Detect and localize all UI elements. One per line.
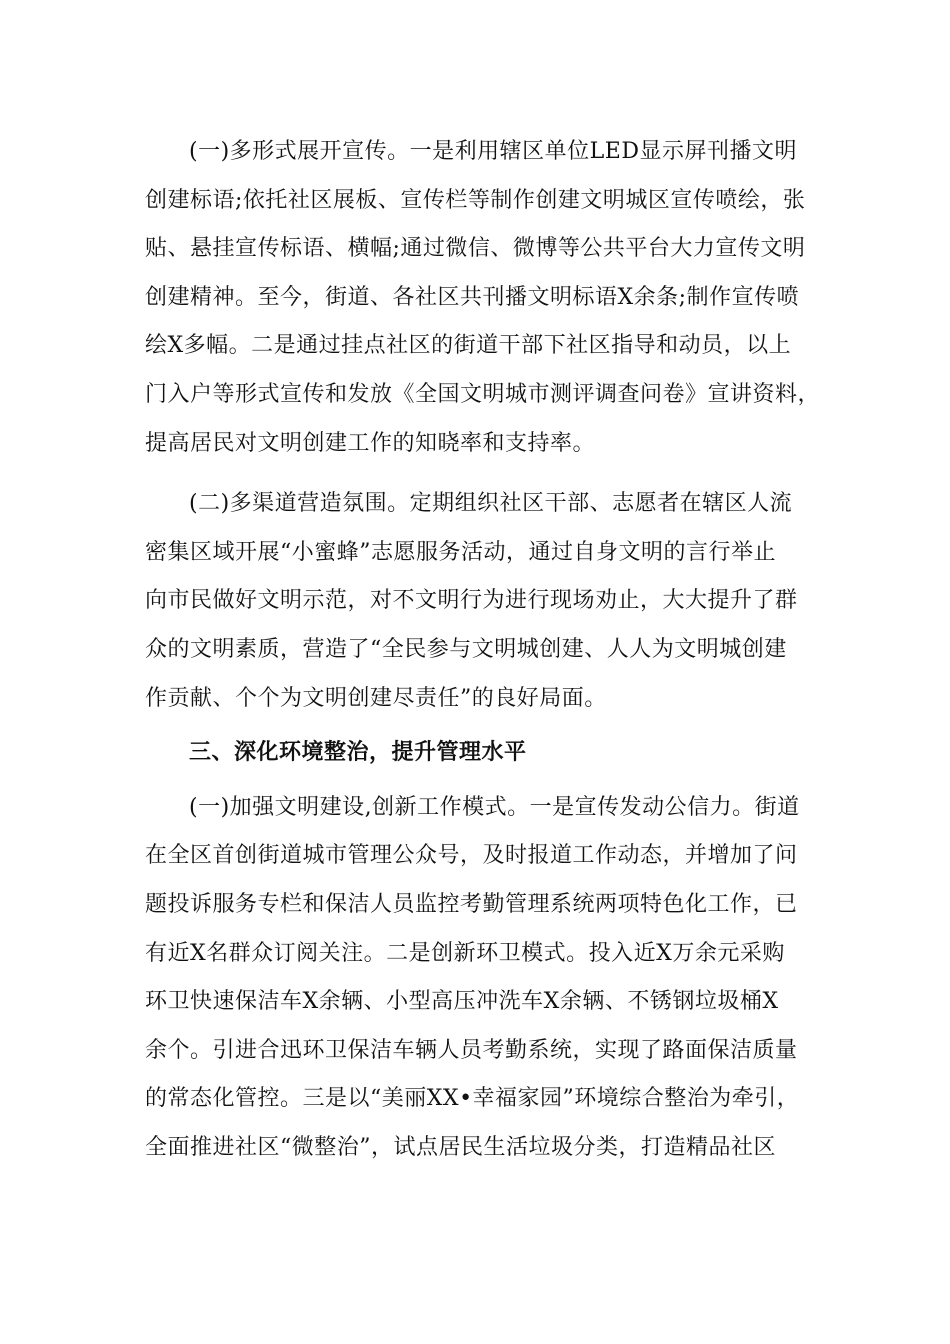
text-line: 贴、悬挂宣传标语、横幅;通过微信、微博等公共平台大力宣传文明: [145, 236, 806, 262]
text-line: 向市民做好文明示范，对不文明行为进行现场劝止，大大提升了群: [145, 588, 798, 614]
text-line: 环卫快速保洁车X余辆、小型高压冲洗车X余辆、不锈钢垃圾桶X: [145, 989, 779, 1015]
paragraph-publicity: [145, 128, 821, 468]
text-line: (一)多形式展开宣传。一是利用辖区单位LED显示屏刊播文明: [189, 139, 797, 164]
text-line: 密集区域开展“小蜜蜂”志愿服务活动，通过自身文明的言行举止: [145, 539, 776, 565]
text-line: 创建标语;依托社区展板、宣传栏等制作创建文明城区宣传喷绘，张: [145, 187, 806, 213]
paragraph-atmosphere: [145, 480, 805, 723]
text-line: 在全区首创街道城市管理公众号，及时报道工作动态，并增加了问: [145, 843, 798, 869]
paragraph-civilization-building: [145, 784, 805, 1173]
document-body: [145, 128, 821, 1172]
text-line: 提高居民对文明创建工作的知晓率和支持率。: [145, 430, 596, 456]
text-line: 有近X名群众订阅关注。二是创新环卫模式。投入近X万余元采购: [145, 940, 785, 966]
text-line: 门入户等形式宣传和发放《全国文明城市测评调查问卷》宣讲资料，: [145, 381, 821, 407]
text-line: (二)多渠道营造氛围。定期组织社区干部、志愿者在辖区人流: [189, 491, 793, 517]
text-line: 绘X多幅。二是通过挂点社区的街道干部下社区指导和动员，以上: [145, 333, 792, 359]
text-line: 题投诉服务专栏和保洁人员监控考勤管理系统两项特色化工作，已: [145, 891, 798, 917]
text-line: 全面推进社区“微整治”，试点居民生活垃圾分类，打造精品社区: [145, 1134, 776, 1160]
text-line: 作贡献、个个为文明创建尽责任”的良好局面。: [145, 685, 607, 711]
section-heading-paragraph: [145, 729, 805, 778]
text-line: 余个。引进合迅环卫保洁车辆人员考勤系统，实现了路面保洁质量: [145, 1037, 798, 1063]
text-line: 众的文明素质，营造了“全民参与文明城创建、人人为文明城创建: [145, 636, 787, 662]
text-line: (一)加强文明建设,创新工作模式。一是宣传发动公信力。街道: [189, 794, 800, 820]
text-line: 的常态化管控。三是以“美丽XX•幸福家园”环境综合整治为牵引，: [145, 1086, 800, 1112]
text-line: 创建精神。至今，街道、各社区共刊播文明标语X余条;制作宣传喷: [145, 284, 800, 310]
section-heading: 三、深化环境整治，提升管理水平: [189, 740, 527, 766]
